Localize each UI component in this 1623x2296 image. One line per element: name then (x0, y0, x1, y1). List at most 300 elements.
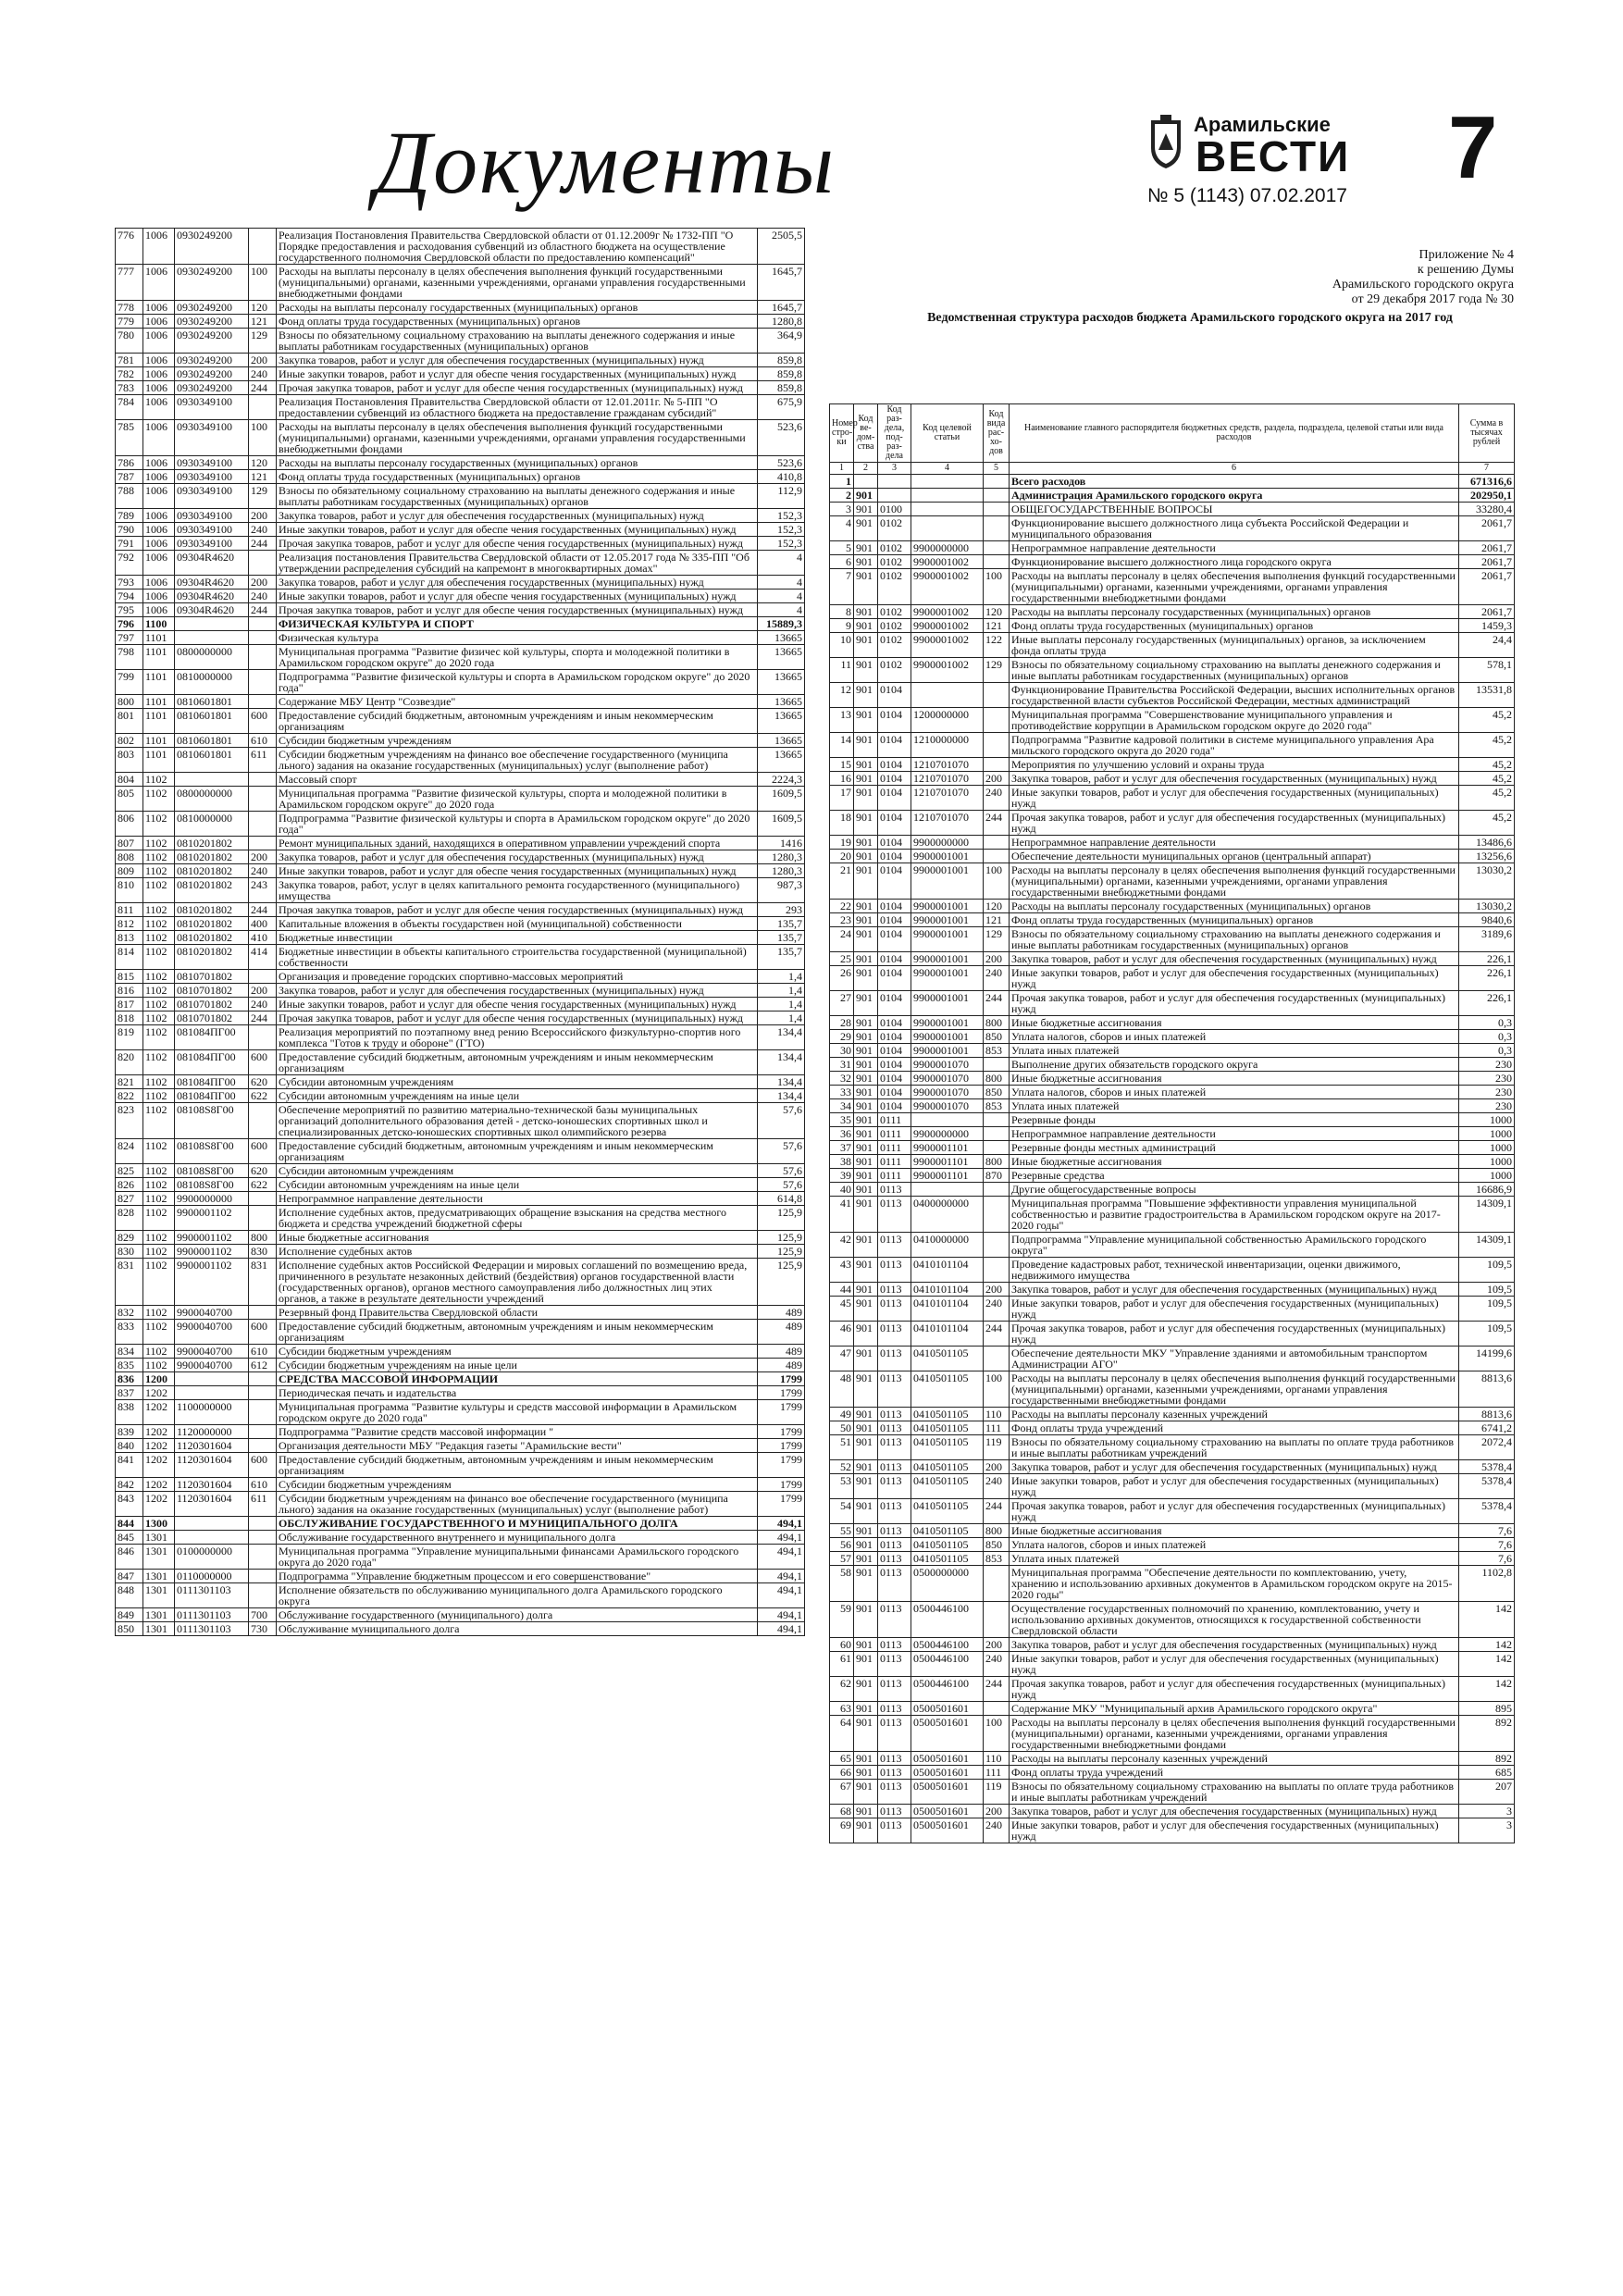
table-cell: Фонд оплаты труда государственных (муниципальных) органов (1010, 913, 1459, 927)
table-cell: Иные закупки товаров, работ и услуг для обеспечения государственных (муниципальных) нужд (1010, 1474, 1459, 1499)
table-cell: 1102 (143, 1306, 175, 1320)
table-row (830, 1099, 1515, 1113)
table-cell: Резервные фонды местных администраций (1010, 1141, 1459, 1155)
table-cell: 1102 (143, 878, 175, 903)
table-cell: 0104 (878, 991, 911, 1016)
table-cell: 14 (830, 733, 854, 758)
table-cell: 0500501601 (911, 1805, 984, 1818)
table-row (116, 1050, 805, 1075)
table-cell: 9900001102 (175, 1206, 249, 1231)
table-cell: Всего расходов (1010, 475, 1459, 489)
table-row (116, 420, 805, 456)
table-cell: 0930249200 (175, 229, 249, 265)
table-row (830, 503, 1515, 516)
table-cell: 9900001070 (911, 1086, 984, 1099)
table-cell: 901 (854, 489, 878, 503)
table-cell: 782 (116, 367, 143, 381)
table-cell: 1,4 (758, 998, 805, 1011)
table-cell: 611 (249, 748, 277, 773)
table-cell: 901 (854, 1072, 878, 1086)
table-cell: 1609,5 (758, 787, 805, 812)
table-cell: Прочая закупка товаров, работ и услуг для обеспе чения государственных (муниципальных) нужд (277, 537, 758, 551)
table-cell: 244 (249, 537, 277, 551)
table-cell: 9900001102 (175, 1245, 249, 1259)
table-cell: 9900001102 (175, 1259, 249, 1306)
table-cell: 815 (116, 970, 143, 984)
table-row (830, 708, 1515, 733)
table-cell: 781 (116, 354, 143, 367)
table-cell: 494,1 (758, 1570, 805, 1583)
table-row (830, 1524, 1515, 1538)
table-cell: 43 (830, 1258, 854, 1283)
table-row (830, 1752, 1515, 1766)
table-cell: Взносы по обязательному социальному страхованию на выплаты денежного содержания и иные выплаты работникам государственных (муниципальных) органов (1010, 927, 1459, 952)
right-budget-table (829, 403, 1515, 1843)
table-cell: 0104 (878, 1086, 911, 1099)
table-cell: Подпрограмма "Развитие физической культуры и спорта в Арамильском городском округе" до 2020 года" (277, 670, 758, 695)
table-row (116, 523, 805, 537)
table-cell: Уплата налогов, сборов и иных платежей (1010, 1538, 1459, 1552)
table-row (830, 1127, 1515, 1141)
table-cell: 0104 (878, 900, 911, 913)
table-cell: 804 (116, 773, 143, 787)
table-cell: 0930249200 (175, 367, 249, 381)
table-cell: 0410501105 (911, 1421, 984, 1435)
table-row (830, 863, 1515, 900)
table-cell: 0410501105 (911, 1371, 984, 1408)
table-cell: 808 (116, 850, 143, 864)
table-cell: 63 (830, 1702, 854, 1716)
table-cell: 0102 (878, 633, 911, 658)
table-cell: 0111 (878, 1113, 911, 1127)
table-cell: 494,1 (758, 1608, 805, 1622)
page-number: 7 (1448, 98, 1498, 197)
table-row (116, 709, 805, 734)
table-cell: 0410501105 (911, 1435, 984, 1460)
header-cell: 3 (878, 463, 911, 475)
table-cell: 600 (249, 1139, 277, 1164)
table-cell: Исполнение судебных актов Российской Федерации и мировых соглашений по возмещению вреда, причиненного в результате незаконных действий (бездействия) органов государственной власти (государственных органов), органов местного самоуправления либо должностных лиц этих органов, а также в результате деятельности учреждений (277, 1259, 758, 1306)
table-cell: 1006 (143, 509, 175, 523)
table-cell (984, 475, 1010, 489)
table-cell: 1609,5 (758, 812, 805, 837)
table-cell: 814 (116, 945, 143, 970)
table-cell: Прочая закупка товаров, работ и услуг для обеспечения государственных (муниципальных) нужд (1010, 811, 1459, 836)
table-cell: 892 (1459, 1752, 1515, 1766)
table-row (116, 787, 805, 812)
table-cell: Иные закупки товаров, работ и услуг для обеспечения государственных (муниципальных) нужд (1010, 966, 1459, 991)
table-row (830, 1805, 1515, 1818)
table-cell: 0930349100 (175, 484, 249, 509)
table-row (116, 265, 805, 301)
table-cell: 802 (116, 734, 143, 748)
table-cell: 0410101104 (911, 1283, 984, 1297)
table-cell: 1101 (143, 734, 175, 748)
table-row (830, 1435, 1515, 1460)
table-cell: 1202 (143, 1386, 175, 1400)
table-cell: 901 (854, 1805, 878, 1818)
table-cell: 600 (249, 1320, 277, 1345)
table-cell: 142 (1459, 1677, 1515, 1702)
table-row (830, 619, 1515, 633)
table-cell: 44 (830, 1283, 854, 1297)
table-cell: 845 (116, 1531, 143, 1545)
table-cell: 410,8 (758, 470, 805, 484)
table-cell: Обеспечение мероприятий по развитию материально-технической базы муниципальных организаций дополнительного образования детей - детско-юношеских спортивных школ и специализированных детско-юношеских спортивных школ олимпийского резерва (277, 1103, 758, 1139)
table-cell: 240 (249, 523, 277, 537)
table-cell: 523,6 (758, 456, 805, 470)
table-row (116, 617, 805, 631)
table-cell: 9900001101 (911, 1141, 984, 1155)
table-cell: 9900001001 (911, 1016, 984, 1030)
table-cell: 0104 (878, 758, 911, 772)
table-cell: 1102 (143, 1206, 175, 1231)
table-cell: 13665 (758, 734, 805, 748)
table-cell: 838 (116, 1400, 143, 1425)
table-cell: 45,2 (1459, 811, 1515, 836)
table-cell: 1102 (143, 1050, 175, 1075)
table-cell: 0111301103 (175, 1622, 249, 1636)
table-cell: 243 (249, 878, 277, 903)
table-cell: Функционирование Правительства Российской Федерации, высших исполнительных органов государственной власти субъектов Российской Федерации, местных администраций (1010, 683, 1459, 708)
table-cell: 0810601801 (175, 695, 249, 709)
table-cell: 0113 (878, 1652, 911, 1677)
table-cell: 0102 (878, 619, 911, 633)
appendix-line-1: Приложение № 4 (1419, 248, 1514, 262)
table-cell: 830 (116, 1245, 143, 1259)
table-cell: 1006 (143, 381, 175, 395)
table-row (116, 945, 805, 970)
table-cell: 0810201802 (175, 850, 249, 864)
table-cell: 0113 (878, 1371, 911, 1408)
table-cell: Уплата иных платежей (1010, 1044, 1459, 1058)
table-cell: 0810201802 (175, 917, 249, 931)
table-cell: Расходы на выплаты персоналу в целях обеспечения выполнения функций государственными (муниципальными) органами, казенными учреждениями, органами управления государственными внебюджетными фондами (1010, 569, 1459, 605)
table-cell: 1101 (143, 631, 175, 645)
table-cell: 846 (116, 1545, 143, 1570)
table-cell: 9900001001 (911, 863, 984, 900)
table-cell: 08108S8Г00 (175, 1139, 249, 1164)
table-cell: 1799 (758, 1425, 805, 1439)
table-cell: Расходы на выплаты персоналу в целях обеспечения выполнения функций государственными (муниципальными) органами, казенными учреждениями, органами управления государственными внебюджетными фондами (277, 420, 758, 456)
table-cell: 800 (984, 1016, 1010, 1030)
table-cell: 842 (116, 1478, 143, 1492)
table-cell: 901 (854, 1258, 878, 1283)
table-cell: Расходы на выплаты персоналу казенных учреждений (1010, 1408, 1459, 1421)
table-cell: 9900040700 (175, 1345, 249, 1359)
table-cell: 0113 (878, 1818, 911, 1843)
table-cell: 244 (249, 903, 277, 917)
table-cell: 671316,6 (1459, 475, 1515, 489)
table-cell: Прочая закупка товаров, работ и услуг для обеспечения государственных (муниципальных) нужд (1010, 1677, 1459, 1702)
table-cell: 1006 (143, 470, 175, 484)
table-cell: 0410000000 (911, 1233, 984, 1258)
table-cell: 1416 (758, 837, 805, 850)
table-cell: 121 (984, 619, 1010, 633)
table-cell: 68 (830, 1805, 854, 1818)
table-cell: Субсидии бюджетным учреждениям (277, 734, 758, 748)
table-cell: 610 (249, 1345, 277, 1359)
table-cell: 135,7 (758, 931, 805, 945)
table-cell: Закупка товаров, работ и услуг для обеспечения государственных (муниципальных) нужд (277, 984, 758, 998)
table-cell: 410 (249, 931, 277, 945)
table-cell: 230 (1459, 1072, 1515, 1086)
table-cell: 1102 (143, 1075, 175, 1089)
table-cell: 1799 (758, 1400, 805, 1425)
table-cell (249, 1531, 277, 1545)
table-row (830, 1347, 1515, 1371)
table-cell: Субсидии бюджетным учреждениям на иные цели (277, 1359, 758, 1372)
table-cell: 09304R4620 (175, 576, 249, 590)
table-cell: Закупка товаров, работ и услуг для обеспечения государственных (муниципальных) нужд (1010, 1638, 1459, 1652)
table-cell: 600 (249, 709, 277, 734)
table-cell: 9900001101 (911, 1155, 984, 1169)
table-row (830, 555, 1515, 569)
table-cell: 622 (249, 1089, 277, 1103)
table-cell: 1006 (143, 456, 175, 470)
table-cell: 65 (830, 1752, 854, 1766)
table-cell: 0113 (878, 1408, 911, 1421)
table-cell (249, 631, 277, 645)
table-cell: 7,6 (1459, 1524, 1515, 1538)
table-cell: 0113 (878, 1552, 911, 1566)
table-cell: Содержание МКУ "Муниципальный архив Арамильского городского округа" (1010, 1702, 1459, 1716)
table-cell: 1102 (143, 1192, 175, 1206)
table-cell: 4 (758, 590, 805, 603)
table-cell: 152,3 (758, 537, 805, 551)
table-cell (878, 489, 911, 503)
table-cell: Предоставление субсидий бюджетным, автономным учреждениям и иным некоммерческим организациям (277, 1050, 758, 1075)
table-cell: 1210701070 (911, 758, 984, 772)
header-row (830, 404, 1515, 463)
table-cell: 135,7 (758, 917, 805, 931)
table-cell: 47 (830, 1347, 854, 1371)
table-cell: 0113 (878, 1283, 911, 1297)
table-cell: 240 (249, 367, 277, 381)
table-cell (984, 1566, 1010, 1602)
table-cell: 9900001002 (911, 619, 984, 633)
table-cell: 1202 (143, 1425, 175, 1439)
table-cell: 125,9 (758, 1206, 805, 1231)
table-cell: 9900000000 (911, 541, 984, 555)
table-cell: 0104 (878, 733, 911, 758)
table-cell: 5378,4 (1459, 1474, 1515, 1499)
table-cell: 7 (830, 569, 854, 605)
table-cell: 0410501105 (911, 1408, 984, 1421)
table-cell: Периодическая печать и издательства (277, 1386, 758, 1400)
table-cell: 0104 (878, 1030, 911, 1044)
table-row (116, 603, 805, 617)
table-row (116, 850, 805, 864)
table-cell (249, 1103, 277, 1139)
table-cell: Иные выплаты персоналу государственных (муниципальных) органов, за исключением фонда оплаты труда (1010, 633, 1459, 658)
table-cell: Муниципальная программа "Совершенствование муниципального управления и противодействие коррупции в Арамильском городском округе до 2020 года" (1010, 708, 1459, 733)
table-cell: 0810601801 (175, 748, 249, 773)
table-row (830, 1460, 1515, 1474)
table-cell: 0113 (878, 1421, 911, 1435)
table-cell: 1006 (143, 484, 175, 509)
table-cell: 1006 (143, 229, 175, 265)
table-cell: 08108S8Г00 (175, 1103, 249, 1139)
table-cell: 0113 (878, 1538, 911, 1552)
table-cell: 64 (830, 1716, 854, 1752)
table-cell: 1799 (758, 1478, 805, 1492)
table-cell: 09304R4620 (175, 603, 249, 617)
section-title: Документы (375, 113, 836, 212)
header-cell: Номер стро-ки (830, 404, 854, 463)
table-cell: 244 (984, 1677, 1010, 1702)
table-cell: Взносы по обязательному социальному страхованию на выплаты по оплате труда работников и иные выплаты работникам учреждений (1010, 1780, 1459, 1805)
table-row (116, 1231, 805, 1245)
table-cell: Ремонт муниципальных зданий, находящихся в оперативном управлении учреждений спорта (277, 837, 758, 850)
table-cell: 9900001002 (911, 555, 984, 569)
table-cell: 620 (249, 1164, 277, 1178)
table-row (116, 1259, 805, 1306)
table-cell: 110 (984, 1408, 1010, 1421)
table-cell: Реализация мероприятий по поэтапному внед рению Всероссийского физкультурно-спортив ного комплекса "Готов к труду и обороне" (ГТО) (277, 1025, 758, 1050)
table-row (830, 1030, 1515, 1044)
table-cell: 1102 (143, 850, 175, 864)
table-cell: 620 (249, 1075, 277, 1089)
table-cell: 30 (830, 1044, 854, 1058)
table-cell: 489 (758, 1359, 805, 1372)
table-cell: Закупка товаров, работ и услуг для обеспечения государственных (муниципальных) нужд (277, 354, 758, 367)
issue-info: № 5 (1143) 07.02.2017 (1147, 185, 1347, 206)
column-number-row (830, 463, 1515, 475)
table-cell: 820 (116, 1050, 143, 1075)
table-row (830, 475, 1515, 489)
table-cell: Бюджетные инвестиции в объекты капитального строительства государственной (муниципальной) собственности (277, 945, 758, 970)
table-cell: Организация деятельности МБУ "Редакция газеты "Арамильские вести" (277, 1439, 758, 1453)
table-cell: 200 (249, 509, 277, 523)
table-cell: Выполнение других обязательств городского округа (1010, 1058, 1459, 1072)
table-cell: Прочая закупка товаров, работ и услуг для обеспе чения государственных (муниципальных) нужд (277, 1011, 758, 1025)
table-cell (984, 850, 1010, 863)
table-row (116, 509, 805, 523)
table-cell: 824 (116, 1139, 143, 1164)
table-cell: 901 (854, 683, 878, 708)
header-cell: 7 (1459, 463, 1515, 475)
table-cell: 200 (984, 1283, 1010, 1297)
table-row (830, 1780, 1515, 1805)
table-cell: 685 (1459, 1766, 1515, 1780)
table-cell: 0104 (878, 786, 911, 811)
table-cell: 200 (984, 1805, 1010, 1818)
table-cell: 1000 (1459, 1127, 1515, 1141)
table-cell: 1210000000 (911, 733, 984, 758)
table-row (116, 367, 805, 381)
table-cell: Подпрограмма "Управление муниципальной собственностью Арамильского городского округа" (1010, 1233, 1459, 1258)
table-row (116, 695, 805, 709)
table-cell: Функционирование высшего должностного лица субъекта Российской Федерации и муниципального образования (1010, 516, 1459, 541)
table-cell: 1210701070 (911, 772, 984, 786)
table-cell: 901 (854, 569, 878, 605)
table-cell: 0930349100 (175, 456, 249, 470)
table-cell: 870 (984, 1169, 1010, 1183)
table-cell: 1006 (143, 265, 175, 301)
table-cell: 901 (854, 850, 878, 863)
table-cell: 489 (758, 1345, 805, 1359)
table-cell: 0111 (878, 1141, 911, 1155)
table-cell: 13486,6 (1459, 836, 1515, 850)
table-cell: 26 (830, 966, 854, 991)
table-cell: 0104 (878, 952, 911, 966)
table-cell: 779 (116, 315, 143, 329)
table-cell: 109,5 (1459, 1322, 1515, 1347)
table-cell: Другие общегосударственные вопросы (1010, 1183, 1459, 1197)
table-cell: 240 (249, 998, 277, 1011)
table-cell: 14199,6 (1459, 1347, 1515, 1371)
table-cell: Уплата налогов, сборов и иных платежей (1010, 1030, 1459, 1044)
table-cell: 6741,2 (1459, 1421, 1515, 1435)
table-cell: 14309,1 (1459, 1197, 1515, 1233)
table-row (116, 998, 805, 1011)
table-cell: 901 (854, 1524, 878, 1538)
table-cell: 1102 (143, 837, 175, 850)
table-cell: 901 (854, 1169, 878, 1183)
table-cell: 841 (116, 1453, 143, 1478)
table-row (830, 1113, 1515, 1127)
table-cell: 0104 (878, 811, 911, 836)
table-cell: Иные бюджетные ассигнования (1010, 1072, 1459, 1086)
table-cell: 100 (249, 420, 277, 456)
table-cell: 853 (984, 1044, 1010, 1058)
table-cell: 1799 (758, 1386, 805, 1400)
table-row (830, 1702, 1515, 1716)
table-cell: 13665 (758, 631, 805, 645)
table-row (116, 1139, 805, 1164)
table-cell (984, 1602, 1010, 1638)
table-cell (249, 1386, 277, 1400)
table-row (830, 850, 1515, 863)
table-cell: 901 (854, 1499, 878, 1524)
table-cell: 789 (116, 509, 143, 523)
table-cell: 0410501105 (911, 1524, 984, 1538)
table-row (830, 900, 1515, 913)
table-cell: 11 (830, 658, 854, 683)
table-cell: 4 (758, 576, 805, 590)
table-cell: 111 (984, 1766, 1010, 1780)
table-cell: 24,4 (1459, 633, 1515, 658)
table-cell: 50 (830, 1421, 854, 1435)
table-cell: 1102 (143, 812, 175, 837)
table-cell: 1200 (143, 1372, 175, 1386)
table-cell: 901 (854, 1155, 878, 1169)
table-cell: 821 (116, 1075, 143, 1089)
table-cell: 081084ПГ00 (175, 1075, 249, 1089)
table-cell (984, 489, 1010, 503)
table-cell: 36 (830, 1127, 854, 1141)
table-cell: 798 (116, 645, 143, 670)
table-cell: 31 (830, 1058, 854, 1072)
table-cell (249, 670, 277, 695)
table-cell: 0410501105 (911, 1460, 984, 1474)
table-cell: 244 (249, 381, 277, 395)
table-cell: 0102 (878, 605, 911, 619)
table-cell: 119 (984, 1780, 1010, 1805)
table-row (830, 1141, 1515, 1155)
table-row (116, 1103, 805, 1139)
table-row (830, 1197, 1515, 1233)
table-cell: 1459,3 (1459, 619, 1515, 633)
table-row (830, 569, 1515, 605)
table-cell: 09304R4620 (175, 551, 249, 576)
table-cell: 800 (984, 1524, 1010, 1538)
table-cell: 200 (984, 952, 1010, 966)
table-cell: Иные закупки товаров, работ и услуг для обеспе чения государственных (муниципальных) нужд (277, 523, 758, 537)
table-row (116, 670, 805, 695)
table-cell: 16 (830, 772, 854, 786)
